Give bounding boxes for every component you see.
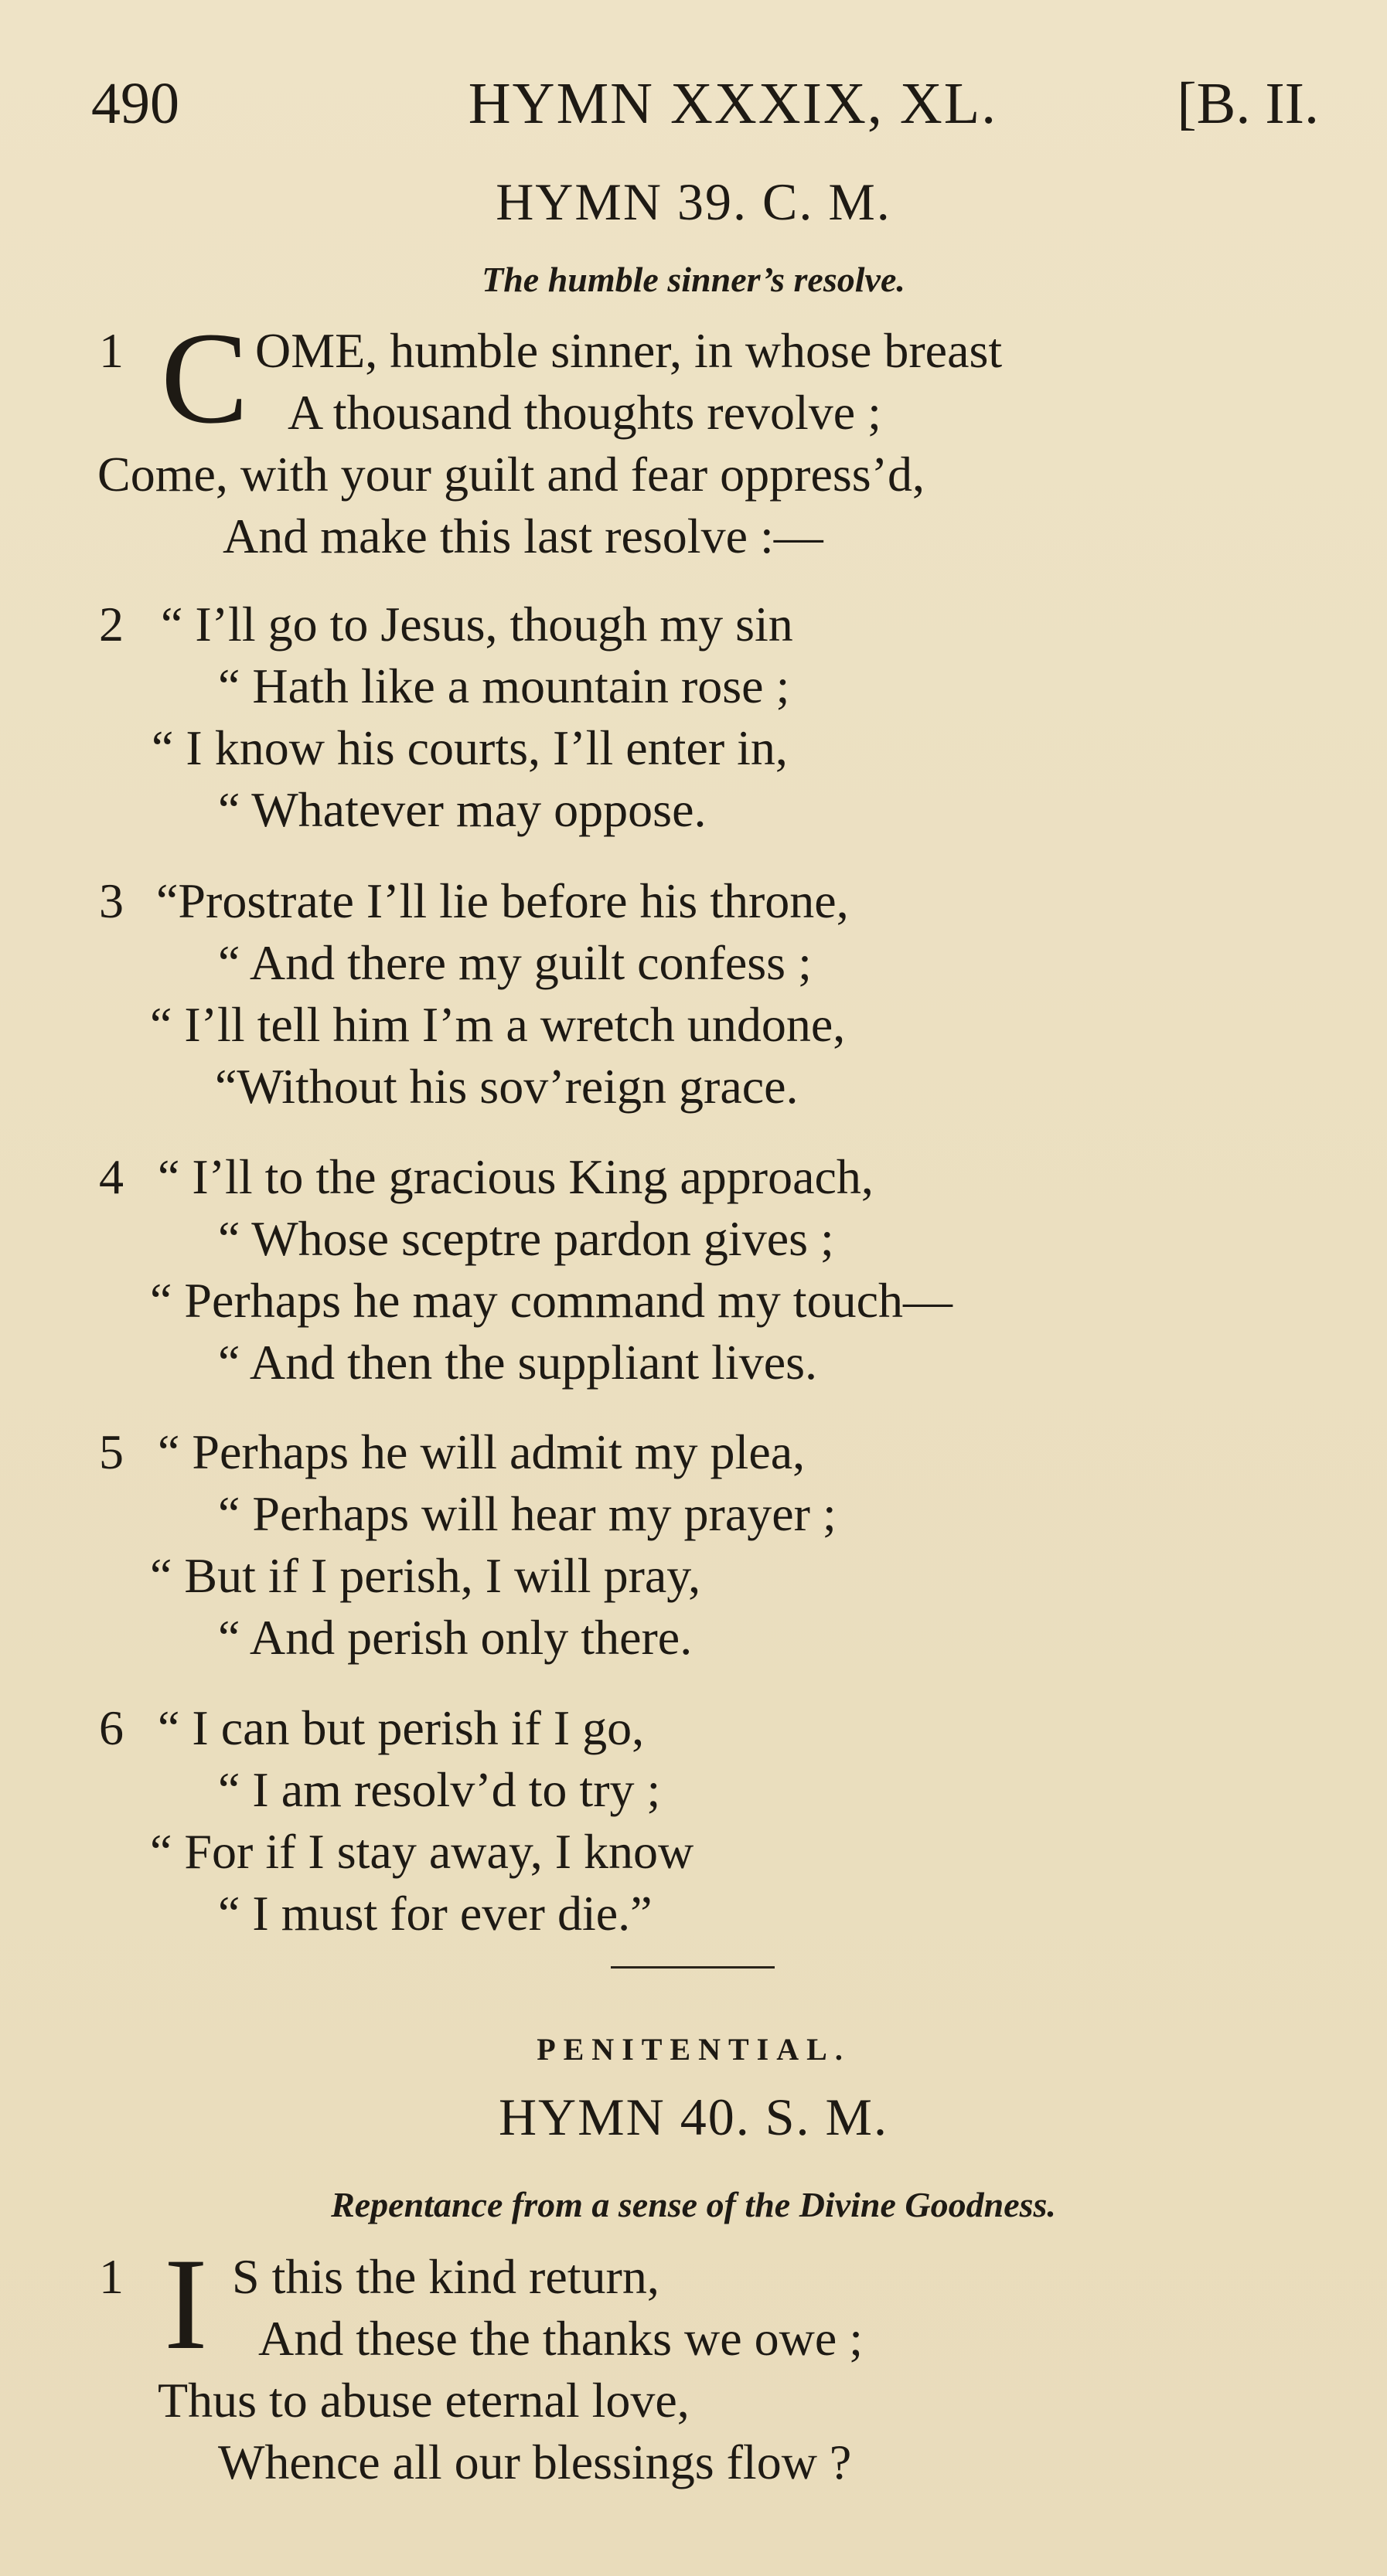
verse-line: “ But if I perish, I will pray,: [150, 1548, 701, 1603]
hymn-39-subtitle: The humble sinner’s resolve.: [482, 260, 905, 299]
verse-line: OME, humble sinner, in whose breast: [255, 323, 1003, 378]
section-divider: [611, 1966, 775, 1969]
verse-number: 1: [99, 2249, 124, 2304]
verse-number: 6: [99, 1700, 124, 1755]
verse-line: Whence all our blessings flow ?: [218, 2435, 852, 2489]
verse-line: “ For if I stay away, I know: [150, 1824, 694, 1879]
verse-line: “ And perish only there.: [218, 1610, 693, 1665]
verse-line: And make this last resolve :—: [223, 509, 823, 563]
section-heading: PENITENTIAL.: [537, 2032, 850, 2067]
verse-line: “ I am resolv’d to try ;: [218, 1762, 661, 1817]
verse-line: “ Whatever may oppose.: [218, 782, 707, 837]
hymn-39-title: HYMN 39. C. M.: [496, 172, 891, 231]
verse-line: “ And then the suppliant lives.: [218, 1335, 817, 1390]
verse-line: “ Perhaps he will admit my plea,: [158, 1424, 806, 1479]
page-header: [91, 65, 1319, 142]
verse-line: “ I know his courts, I’ll enter in,: [152, 720, 788, 775]
verse-line: “ I’ll go to Jesus, though my sin: [161, 597, 793, 652]
verse-line: A thousand thoughts revolve ;: [288, 385, 881, 440]
verse-line: “Without his sov’reign grace.: [215, 1059, 799, 1114]
verse-line: “ I must for ever die.”: [218, 1886, 653, 1941]
verse-number: 3: [99, 873, 124, 928]
verse-line: “ I’ll tell him I’m a wretch undone,: [150, 997, 846, 1052]
verse-line: “ Hath like a mountain rose ;: [218, 658, 790, 713]
verse-line: “ I can but perish if I go,: [158, 1700, 645, 1755]
verse-number: 1: [99, 323, 124, 378]
verse-line: “ Whose sceptre pardon gives ;: [218, 1211, 834, 1266]
drop-cap: I: [164, 2231, 208, 2377]
book-marker: [B. II.: [1177, 71, 1319, 136]
verse-number: 2: [99, 597, 124, 652]
verse-line: “ I’ll to the gracious King approach,: [158, 1149, 874, 1204]
running-title: HYMN XXXIX, XL.: [468, 71, 998, 136]
hymn-40-subtitle: Repentance from a sense of the Divine Goodness.: [331, 2185, 1056, 2224]
verse-line: “Prostrate I’ll lie before his throne,: [156, 873, 849, 928]
drop-cap: C: [161, 305, 249, 451]
verse-line: S this the kind return,: [232, 2249, 659, 2304]
verse-number: 5: [99, 1424, 124, 1479]
verse-line: Thus to abuse eternal love,: [158, 2373, 690, 2428]
verse-line: Come, with your guilt and fear oppress’d,: [97, 447, 925, 502]
verse-line: And these the thanks we owe ;: [258, 2311, 864, 2366]
verse-line: “ Perhaps will hear my prayer ;: [218, 1486, 837, 1541]
verse-line: “ And there my guilt confess ;: [218, 935, 812, 990]
page-number: 490: [91, 71, 179, 136]
verse-number: 4: [99, 1149, 124, 1204]
verse-line: “ Perhaps he may command my touch—: [150, 1273, 952, 1328]
hymn-40-title: HYMN 40. S. M.: [498, 2088, 889, 2146]
